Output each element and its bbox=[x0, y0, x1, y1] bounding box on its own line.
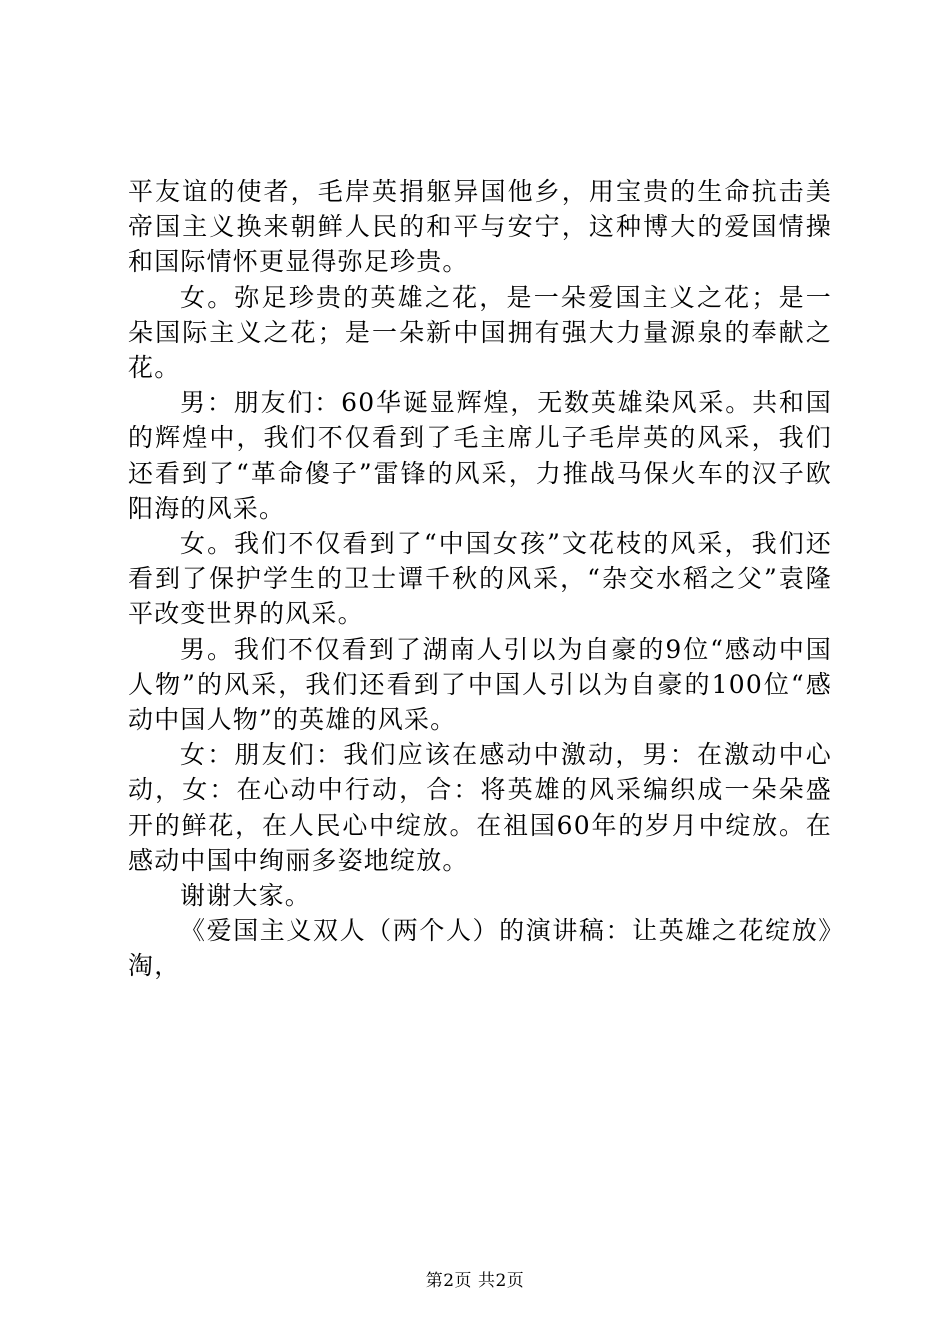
paragraph-female-heroes: 女。我们不仅看到了“中国女孩”文花枝的风采，我们还看到了保护学生的卫士谭千秋的风采，“杂交水稻之父”袁隆平改变世界的风采。 bbox=[128, 529, 832, 629]
paragraph-male-touching-china: 男。我们不仅看到了湖南人引以为自豪的9位“感动中国人物”的风采，我们还看到了中国人引以为自豪的100位“感动中国人物”的英雄的风采。 bbox=[128, 634, 832, 735]
paragraph-continuation: 平友谊的使者，毛岸英捐躯异国他乡，用宝贵的生命抗击美帝国主义换来朝鲜人民的和平与安宁，这种博大的爱国情操和国际情怀更显得弥足珍贵。 bbox=[128, 177, 832, 277]
paragraph-male-anniversary: 男：朋友们：60华诞显辉煌，无数英雄染风采。共和国的辉煌中，我们不仅看到了毛主席儿子毛岸英的风采，我们还看到了“革命傻子”雷锋的风采，力推战马保火车的汉子欧阳海的风采。 bbox=[128, 388, 832, 523]
paragraph-thanks: 谢谢大家。 bbox=[180, 881, 312, 911]
paragraph-closing-dialogue: 女：朋友们：我们应该在感动中激动，男：在激动中心动，女：在心动中行动，合：将英雄的风采编织成一朵朵盛开的鲜花，在人民心中绽放。在祖国60年的岁月中绽放。在感动中国中绚丽多姿地绽放。 bbox=[128, 740, 832, 875]
paragraph-document-title: 《爱国主义双人（两个人）的演讲稿：让英雄之花绽放》淘， bbox=[128, 916, 832, 981]
document-body bbox=[128, 174, 832, 984]
page-number-footer: 第2页 共2页 bbox=[425, 1271, 525, 1291]
paragraph-female-flower: 女。弥足珍贵的英雄之花，是一朵爱国主义之花；是一朵国际主义之花；是一朵新中国拥有强大力量源泉的奉献之花。 bbox=[128, 282, 832, 383]
